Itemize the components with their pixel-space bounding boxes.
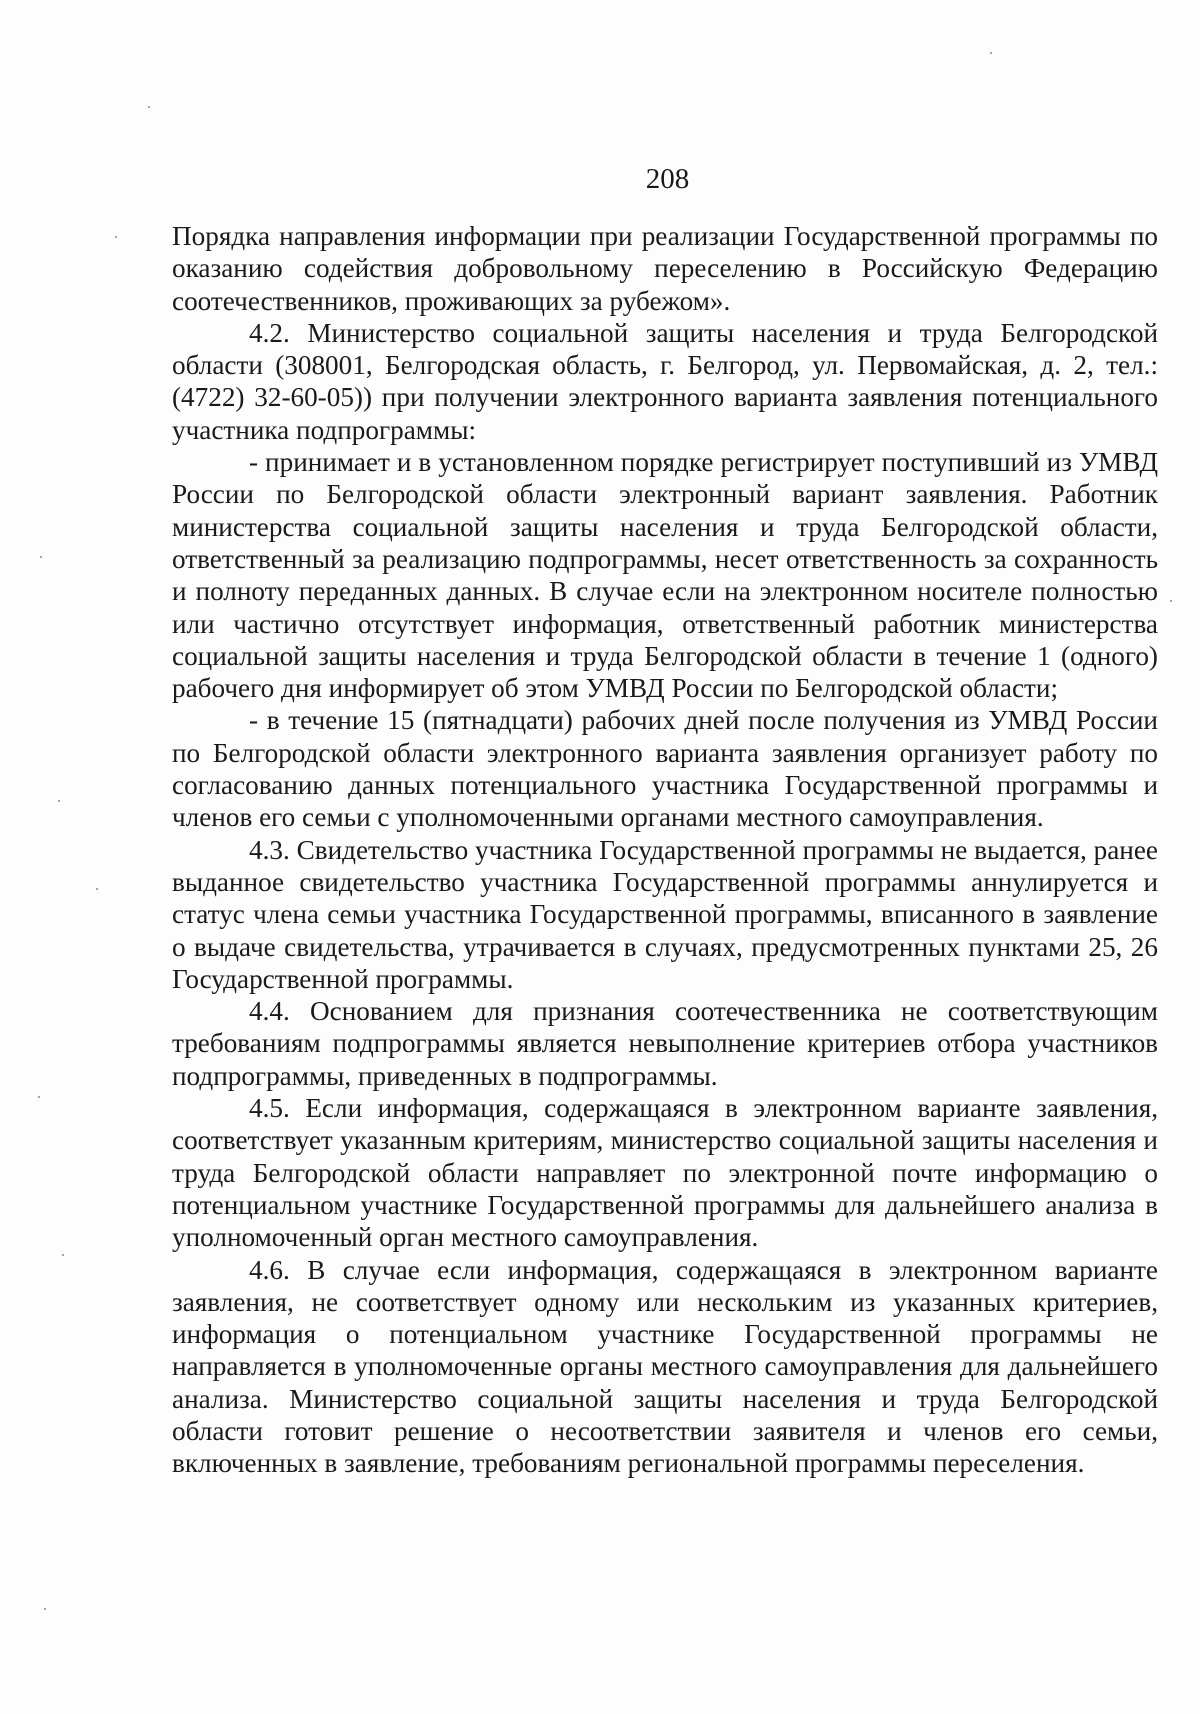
scan-speck <box>115 236 117 238</box>
list-item-registration: - принимает и в установленном порядке регистрирует поступивший из УМВД России по Белгородской области электронный вариант заявления. Работник министерства социальной защиты населения и труда Белгородской области, ответственный за реализацию подпрограммы, несет ответственность за сохранность и полноту переданных данных. В случае если на электронном носителе полностью или частично отсутствует информация, ответственный работник министерства социальной защиты населения и труда Белгородской области в течение 1 (одного) рабочего дня информирует об этом УМВД России по Белгородской области; <box>172 447 1158 704</box>
list-item-coordination: - в течение 15 (пятнадцати) рабочих дней после получения из УМВД России по Белгородской области электронного варианта заявления организует работу по согласованию данных потенциального участника Государственной программы и членов его семьи с уполномоченными органами местного самоуправления. <box>172 705 1158 833</box>
page-number: 208 <box>645 163 690 195</box>
paragraph-4-6: 4.6. В случае если информация, содержащаяся в электронном варианте заявления, не соответствует одному или нескольким из указанных критериев, информация о потенциальном участнике Государственной программы не направляется в уполномоченные органы местного самоуправления для дальнейшего анализа. Министерство социальной защиты населения и труда Белгородской области готовит решение о несоответствии заявителя и членов его семьи, включенных в заявление, требованиям региональной программы переселения. <box>172 1254 1158 1479</box>
scan-speck <box>990 52 992 54</box>
document-body <box>172 220 1158 1480</box>
paragraph-4-3: 4.3. Свидетельство участника Государственной программы не выдается, ранее выданное свидетельство участника Государственной программы аннулируется и статус члена семьи участника Государственной программы, вписанного в заявление о выдаче свидетельства, утрачивается в случаях, предусмотренных пунктами 25, 26 Государственной программы. <box>172 834 1158 994</box>
scan-speck <box>96 888 98 890</box>
scan-speck <box>148 106 150 108</box>
scan-speck <box>44 1608 46 1610</box>
scan-speck <box>38 1096 40 1098</box>
paragraph-4-4: 4.4. Основанием для признания соотечественника не соответствующим требованиям подпрограммы является невыполнение критериев отбора участников подпрограммы, приведенных в подпрограммы. <box>172 996 1158 1091</box>
paragraph-intro-continuation: Порядка направления информации при реализации Государственной программы по оказанию содействия добровольному переселению в Российскую Федерацию соотечественников, проживающих за рубежом». <box>172 221 1158 316</box>
scan-speck <box>62 1254 64 1256</box>
scan-speck <box>40 556 42 558</box>
paragraph-4-5: 4.5. Если информация, содержащаяся в электронном варианте заявления, соответствует указанным критериям, министерство социальной защиты населения и труда Белгородской области направляет по электронной почте информацию о потенциальном участнике Государственной программы для дальнейшего анализа в уполномоченный орган местного самоуправления. <box>172 1093 1158 1253</box>
scan-speck <box>58 800 60 802</box>
paragraph-4-2: 4.2. Министерство социальной защиты населения и труда Белгородской области (308001, Белгородская область, г. Белгород, ул. Первомайская, д. 2, тел.: (4722) 32-60-05)) при получении электронного варианта заявления потенциального участника подпрограммы: <box>172 317 1158 445</box>
scan-speck <box>1170 600 1172 602</box>
